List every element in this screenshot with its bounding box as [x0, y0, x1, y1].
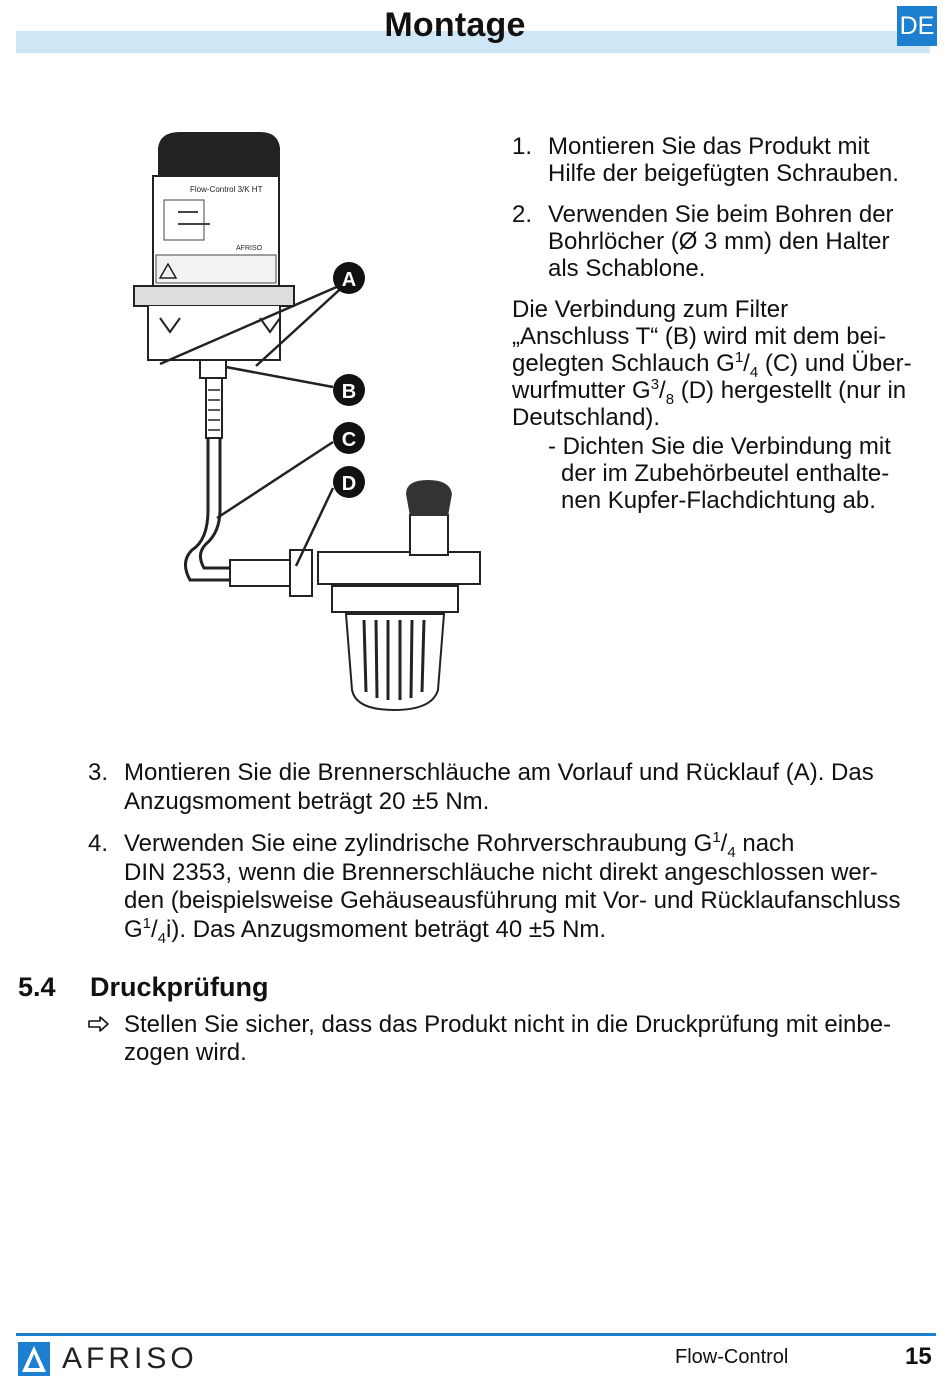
section-title: Druckprüfung: [90, 972, 269, 1002]
callout-c: C: [341, 429, 357, 451]
afriso-wordmark: AFRISO: [62, 1342, 198, 1375]
footer-product: Flow-Control: [675, 1346, 789, 1368]
callout-b: B: [341, 381, 357, 403]
callout-d: D: [341, 473, 357, 495]
device-label: Flow-Control 3/K HT: [190, 185, 263, 194]
language-badge: DE: [897, 6, 937, 46]
page-title: Montage: [384, 6, 526, 44]
afriso-logo-icon: [18, 1342, 50, 1376]
section-number: 5.4: [18, 972, 56, 1002]
page-number: 15: [905, 1343, 932, 1370]
footer-rule: [16, 1333, 936, 1336]
callout-a: A: [341, 269, 357, 291]
installation-figure: [120, 120, 500, 720]
afriso-logo: [18, 1342, 208, 1376]
device-brand: AFRISO: [236, 245, 263, 252]
arrow-right-outline-icon: [88, 1016, 110, 1032]
